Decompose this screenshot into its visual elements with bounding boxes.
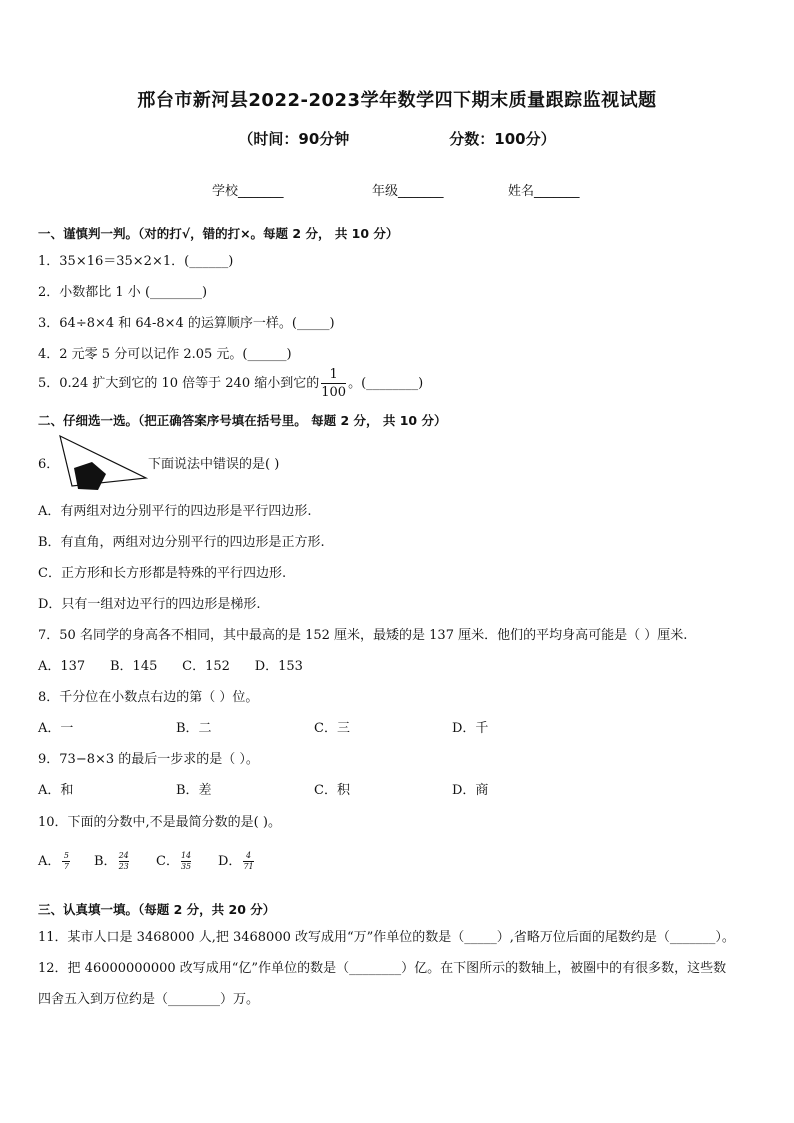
name-field[interactable]: 姓名_______ — [508, 184, 580, 199]
question-9-option-a[interactable]: A．和 — [38, 783, 74, 798]
option-label: C． — [156, 854, 179, 869]
question-10-option-b[interactable] — [94, 850, 131, 871]
question-6-option-b[interactable]: B．有直角，两组对边分别平行的四边形是正方形. — [38, 535, 325, 550]
question-9-option-c[interactable]: C．积 — [314, 783, 350, 798]
question-8-option-b[interactable]: B．二 — [176, 721, 212, 736]
question-9-option-d[interactable]: D．商 — [452, 783, 489, 798]
fraction-numerator: 5 — [63, 851, 69, 860]
question-7: 7．50 名同学的身高各不相同，其中最高的是 152 厘米，最矮的是 137 厘米．他们的平均身高可能是（ ）厘米. — [38, 628, 688, 643]
exam-subtitle — [0, 128, 794, 149]
school-field[interactable]: 学校_______ — [212, 184, 284, 199]
option-label: A． — [38, 854, 61, 869]
question-9-option-b[interactable]: B．差 — [176, 783, 212, 798]
question-8-option-c[interactable]: C．三 — [314, 721, 350, 736]
option-label: B． — [94, 854, 117, 869]
question-9: 9．73−8×3 的最后一步求的是（ ）。 — [38, 752, 259, 767]
option-label: D． — [218, 854, 242, 869]
question-5 — [38, 368, 423, 399]
question-6-option-d[interactable]: D．只有一组对边平行的四边形是梯形. — [38, 597, 261, 612]
fraction-4-71 — [243, 852, 253, 871]
fraction-denominator: 71 — [243, 862, 254, 871]
question-3: 3．64÷8×4 和 64-8×4 的运算顺序一样。(_____) — [38, 316, 335, 331]
question-10-option-a[interactable] — [38, 850, 72, 871]
question-7-options[interactable]: A．137 B．145 C．152 D．153 — [38, 659, 303, 674]
fraction-numerator: 4 — [245, 851, 252, 860]
fraction-denominator: 100 — [321, 385, 347, 400]
section-3-heading: 三、认真填一填。（每题 2 分，共 20 分） — [38, 902, 276, 917]
question-8-option-d[interactable]: D．千 — [452, 721, 489, 736]
fraction-denominator: 35 — [180, 862, 192, 871]
question-8: 8．千分位在小数点右边的第（ ）位。 — [38, 690, 259, 705]
question-1: 1．35×16＝35×2×1．(______) — [38, 254, 234, 269]
fraction-24-23 — [119, 852, 129, 871]
fraction-1-100 — [321, 368, 346, 399]
question-10: 10．下面的分数中,不是最简分数的是( )。 — [38, 815, 281, 830]
total-score: 分数：100分） — [449, 130, 556, 148]
question-12-continued: 四舍五入到万位约是（________）万。 — [38, 992, 260, 1007]
question-2: 2．小数都比 1 小 (________) — [38, 285, 208, 300]
section-1-heading: 一、谨慎判一判。（对的打√，错的打×。每题 2 分， 共 10 分） — [38, 226, 399, 241]
question-6-option-a[interactable]: A．有两组对边分别平行的四边形是平行四边形. — [38, 504, 312, 519]
question-5-text: 5．0.24 扩大到它的 10 倍等于 240 缩小到它的 — [38, 376, 320, 391]
fraction-14-35 — [181, 852, 191, 871]
triangle-figure — [58, 434, 150, 492]
fraction-denominator: 7 — [63, 862, 69, 871]
question-6: 下面说法中错误的是( ) — [148, 457, 280, 472]
question-12: 12．把 46000000000 改写成用“亿”作单位的数是（________）亿。在下图所示的数轴上，被圈中的有很多数，这些数 — [38, 961, 727, 976]
question-6-number: 6． — [38, 457, 60, 472]
fraction-denominator: 23 — [118, 862, 129, 871]
fraction-5-7 — [62, 852, 70, 871]
question-4: 4．2 元零 5 分可以记作 2.05 元。(______) — [38, 347, 292, 362]
time-limit: （时间：90分钟 — [238, 130, 350, 148]
section-2-heading: 二、仔细选一选。（把正确答案序号填在括号里。 每题 2 分， 共 10 分） — [38, 413, 447, 428]
question-10-option-d[interactable] — [218, 850, 256, 871]
fraction-numerator: 14 — [180, 851, 192, 860]
page-title: 邢台市新河县2022-2023学年数学四下期末质量跟踪监视试题 — [137, 90, 657, 111]
grade-field[interactable]: 年级_______ — [372, 184, 444, 199]
question-5-blank: 。(________) — [348, 376, 424, 391]
fraction-numerator: 24 — [118, 851, 129, 860]
question-11: 11．某市人口是 3468000 人,把 3468000 改写成用“万”作单位的数是（_____）,省略万位后面的尾数约是（_______）。 — [38, 930, 735, 945]
question-6-option-c[interactable]: C．正方形和长方形都是特殊的平行四边形. — [38, 566, 287, 581]
fraction-numerator: 1 — [329, 367, 338, 382]
question-10-option-c[interactable] — [156, 850, 193, 871]
question-8-option-a[interactable]: A．一 — [38, 721, 74, 736]
